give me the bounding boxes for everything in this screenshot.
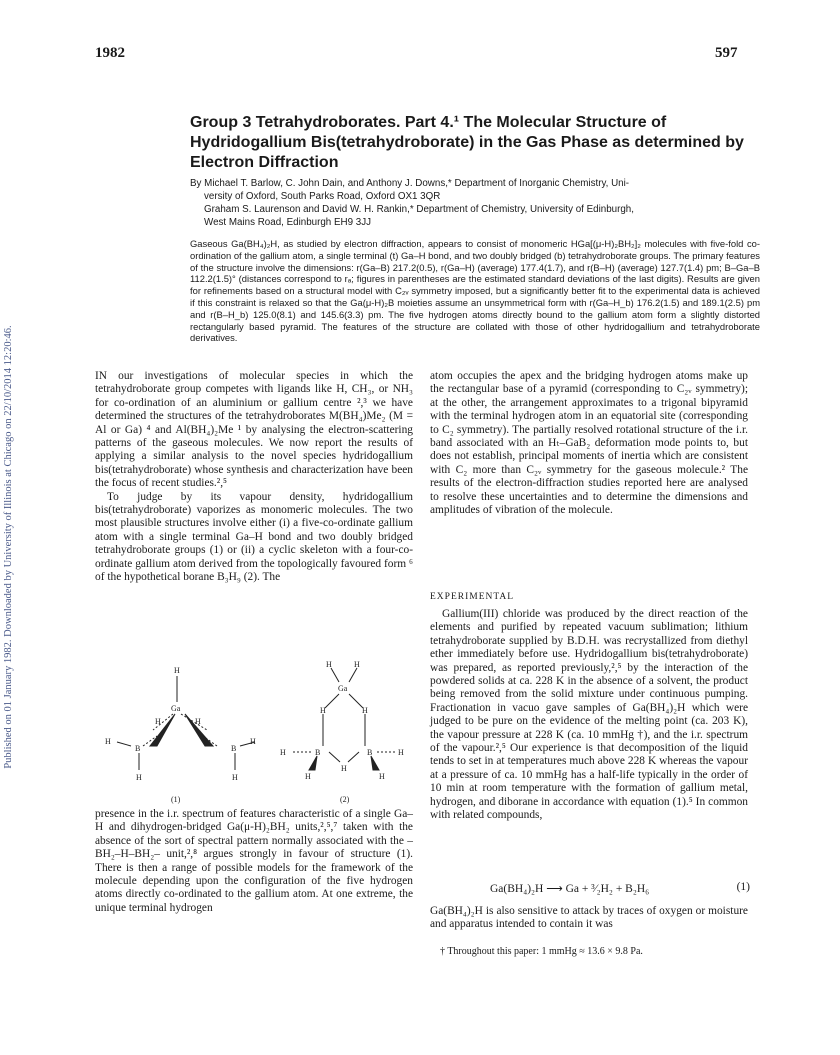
atom-label: H bbox=[174, 666, 180, 675]
atom-label: H bbox=[232, 773, 238, 782]
atom-label: Ga bbox=[171, 704, 181, 713]
author-line: versity of Oxford, South Parks Road, Oxford OX1 3QR bbox=[204, 191, 441, 202]
body-paragraph: Ga(BH₄)₂H is also sensitive to attack by traces of oxygen or moisture and apparatus intended to contain it was bbox=[430, 905, 748, 931]
author-line: By Michael T. Barlow, C. John Dain, and Anthony J. Downs,* Department of Inorganic Chemistry, Uni- bbox=[190, 178, 630, 189]
right-column-bottom bbox=[430, 905, 748, 932]
atom-label: B bbox=[231, 744, 237, 753]
atom-label: H bbox=[155, 717, 161, 726]
left-column-top bbox=[95, 370, 413, 585]
abstract: Gaseous Ga(BH₄)₂H, as studied by electron diffraction, appears to consist of monomeric HGa[(μ-H)₂BH₂]₂ molecules with five-fold co-ordination of the gallium atom, a single terminal (t) Ga–H bond, and two doubly bridged (b) tetrahydroborate groups. The primary features of the structure involve the dimensions: r(Ga–B) 217.2(0.5), r(Ga–H) (average) 177.4(1.7), and r(B–H) (average) 127.7(1.4) pm; B–Ga–B 112.2(1.5)° (distances correspond to rₐ; figures in parentheses are the estimated standard deviations of the last digits). Results are given for refinements based on a structural model with C₂ᵥ symmetry imposed, but a significantly better fit to the experimental data is achieved if this constraint is relaxed so that the Ga(μ-H)₂B moieties assume an unsymmetrical form with r(Ga–H_b) 176.2(1.5) and 189.1(2.5) pm and r(B–H_b) 125.0(8.1) and 145.6(3.3) pm. The five hydrogen atoms directly bound to the gallium atom form a slightly distorted rectangularly based pyramid. The features of the structure are collated with those of other hydridogallium and tetrahydroborate derivatives. bbox=[190, 238, 760, 344]
equation-1 bbox=[430, 881, 760, 895]
atom-label: H bbox=[362, 706, 368, 715]
footnote: † Throughout this paper: 1 mmHg ≈ 13.6 × 9.8 Pa. bbox=[440, 946, 643, 957]
atom-label: H bbox=[326, 660, 332, 669]
figure-2-label: (2) bbox=[340, 795, 350, 804]
body-paragraph: atom occupies the apex and the bridging hydrogen atoms make up the rectangular base of a pyramid (corresponding to C₂ᵥ symmetry); at the other, the arrangement approximates to a trigonal bipyramid with the terminal hydrogen atom in an equatorial site (corresponding to C₂ symmetry). The partially resolved rotational structure of the i.r. band associated with an Hₜ–GaB₂ deformation mode points to, but does not establish, principal moments of inertia which are consistent with C₂ more than C₂ᵥ symmetry for the gaseous molecule.² The results of the electron-diffraction studies reported here are analysed to resolve these uncertainties and to determine the dimensions and amplitudes of vibration of the molecule. bbox=[430, 370, 748, 517]
atom-label: B bbox=[367, 748, 373, 757]
author-line: Graham S. Laurenson and David W. H. Rankin,* Department of Chemistry, University of Edinburgh, bbox=[204, 204, 634, 215]
atom-label: H bbox=[136, 773, 142, 782]
experimental-paragraph: Gallium(III) chloride was produced by the direct reaction of the elements and purified by repeated vacuum sublimation; lithium tetrahydroborate supplied by B.D.H. was recrystallized from diethyl ether immediately before use. Hydridogallium bis(tetrahydroborate) was prepared, as reported previously,²,⁵ by the interaction of the powdered solids at ca. 228 K in the absence of a solvent, the product being removed from the solid mixture under continuous pumping. Fractionation in vacuo gave samples of Ga(BH₄)₂H which were judged to be pure on the evidence of the melting point (ca. 203 K), the vapour pressure at 228 K (ca. 10 mmHg †), and the i.r. spectrum of the vapour.²,⁵ Our experience is that decomposition of the liquid tends to set in at temperatures much above 228 K whereas the vapour at a pressure of ca. 10 mmHg has a half-life typically in the order of 10 min at room temperature with the formation of gallium metal, hydrogen, and diborane in accordance with equation (1).⁵ In common with related compounds, bbox=[430, 608, 748, 822]
atom-label: H bbox=[341, 764, 347, 773]
structure-1 bbox=[117, 676, 255, 770]
left-column-bottom bbox=[95, 808, 413, 915]
journal-year: 1982 bbox=[95, 45, 125, 61]
section-heading: EXPERIMENTAL bbox=[430, 592, 515, 602]
figure-1-label: (1) bbox=[171, 795, 181, 804]
atom-label: B bbox=[315, 748, 321, 757]
article-title: Group 3 Tetrahydroborates. Part 4.¹ The Molecular Structure of Hydridogallium Bis(tetrahydroborate) in the Gas Phase as determined by Electron Diffraction bbox=[190, 114, 744, 171]
atom-label: H bbox=[379, 772, 385, 781]
intro-paragraph-2: To judge by its vapour density, hydridogallium bis(tetrahydroborate) vaporizes as monomeric molecules. The two most plausible structures involve either (i) a five-co-ordinate gallium atom with a single terminal Ga–H bond and two doubly bridged tetrahydroborate groups (1) or (ii) a cyclic skeleton with a four-co-ordinate gallium atom derived from the topologically favoured form ⁶ of the hypothetical borane B₃H₉ (2). The bbox=[95, 490, 413, 584]
right-column-experimental bbox=[430, 608, 748, 823]
download-sidebar: Published on 01 January 1982. Downloaded by University of Illinois at Chicago on 22/10/2014 12:20:46. bbox=[3, 325, 14, 769]
intro-paragraph: IN our investigations of molecular species in which the tetrahydroborate group competes with ligands like H, CH₃, or NH₃ for co-ordination of an aluminium or gallium centre ²,³ we have determined the structures of the tetrahydroborates M(BH₄)Me₂ (M = Al or Ga) ⁴ and Al(BH₄)₂Me ¹ by analysing the electron-scattering patterns of the gaseous molecules. We now report the results of applying a similar analysis to the novel species hydridogallium bis(tetrahydroborate) whose synthesis and characterization have been the focus of recent studies.²,⁵ bbox=[95, 370, 413, 490]
author-block bbox=[190, 177, 760, 229]
atom-label: Ga bbox=[338, 684, 348, 693]
structure-figures bbox=[95, 658, 415, 783]
equation-number: (1) bbox=[736, 881, 750, 893]
atom-label: H bbox=[320, 706, 326, 715]
atom-label: H bbox=[195, 717, 201, 726]
atom-label: H bbox=[305, 772, 311, 781]
author-line: West Mains Road, Edinburgh EH9 3JJ bbox=[204, 217, 371, 228]
atom-label: H bbox=[398, 748, 404, 757]
atom-label: H bbox=[354, 660, 360, 669]
atom-label: B bbox=[135, 744, 141, 753]
atom-label: H bbox=[250, 737, 256, 746]
right-column-top bbox=[430, 370, 748, 517]
body-paragraph: presence in the i.r. spectrum of features characteristic of a single Ga–H and dihydrogen-bridged Ga(μ-H)₂BH₂ units,²,⁵,⁷ taken with the absence of the sort of spectral pattern normally associated with the –BH₂–H–BH₂– unit,²,⁸ argues strongly in favour of structure (1). There is then a range of possible models for the framework of the molecule depending upon the configuration of the five hydrogen atoms directly co-ordinated to the gallium atom. At one extreme, the unique terminal hydrogen bbox=[95, 808, 413, 914]
page-number: 597 bbox=[715, 45, 738, 61]
atom-label: H bbox=[280, 748, 286, 757]
equation-body: Ga(BH₄)₂H ⟶ Ga + ³⁄₂H₂ + B₂H₆ bbox=[490, 883, 650, 895]
atom-label: H bbox=[105, 737, 111, 746]
